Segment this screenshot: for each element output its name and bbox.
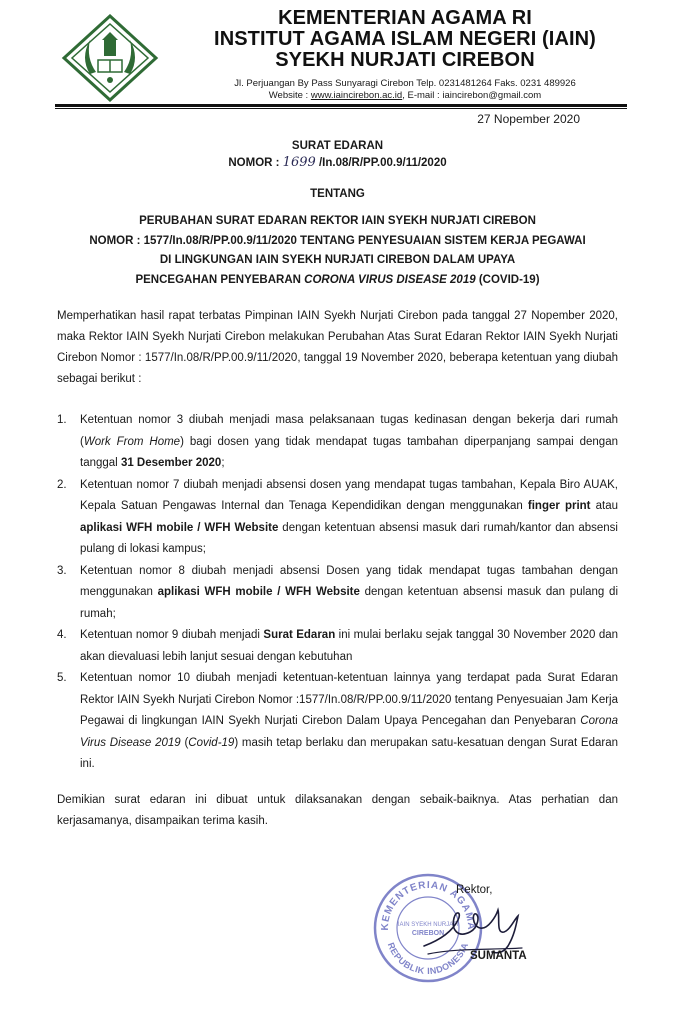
item-text-bold: Surat Edaran	[263, 629, 336, 641]
item-text: dengan ketentuan absensi masuk dan pulang di rumah;	[80, 586, 618, 620]
subject-part: PENCEGAHAN PENYEBARAN	[135, 273, 305, 286]
item-text: ) bagi dosen yang tidak mendapat tugas tambahan diperpanjang sampai dengan tanggal	[80, 435, 618, 469]
email-link[interactable]: iaincirebon@gmail.com	[442, 90, 542, 101]
item-number: 2.	[57, 478, 67, 491]
subject-line-4	[0, 271, 675, 291]
nomor-suffix: /In.08/R/PP.00.9/11/2020	[315, 157, 447, 169]
document-number	[0, 155, 675, 170]
item-number: 1.	[57, 414, 67, 426]
item-number: 5.	[57, 672, 67, 684]
signer-title: Rektor,	[456, 884, 493, 896]
provisions-list	[57, 410, 618, 776]
website-link[interactable]: www.iaincirebon.ac.id	[310, 90, 403, 101]
subject-line-2: NOMOR : 1577/In.08/R/PP.00.9/11/2020 TENTANG PENYESUAIAN SISTEM KERJA PEGAWAI	[89, 234, 586, 247]
item-text-bold: 31 Desember 2020	[120, 457, 222, 469]
institute-subname: SYEKH NURJATI CIREBON	[275, 49, 535, 71]
item-text-italic: Covid-19	[188, 736, 235, 749]
list-item	[57, 561, 618, 626]
closing-paragraph: Demikian surat edaran ini dibuat untuk dilaksanakan dengan sebaik-baiknya. Atas perhatian dan kerjasamanya, disampaikan terima kasih.	[57, 794, 618, 827]
stamp-center-text: CIREBON	[411, 930, 445, 937]
stamp-top-text: KEMENTERIAN AGAMA	[379, 879, 477, 931]
item-text-bold: aplikasi WFH mobile / WFH Website	[80, 521, 279, 534]
subject-part: (COVID-19)	[475, 273, 540, 286]
iain-logo-icon	[60, 14, 160, 102]
institute-name: INSTITUT AGAMA ISLAM NEGERI (IAIN)	[214, 28, 596, 50]
subject-line-1: PERUBAHAN SURAT EDARAN REKTOR IAIN SYEKH NURJATI CIREBON	[139, 215, 536, 227]
header-rule-thick	[55, 104, 627, 107]
item-text: ) masih tetap berlaku dan merupakan satu-kesatuan dengan Surat Edaran ini.	[80, 736, 619, 770]
letter-date: 27 Nopember 2020	[477, 112, 580, 126]
stamp-center-text: IAIN SYEKH NURJATI	[397, 922, 459, 928]
address: Jl. Perjuangan By Pass Sunyaragi Cirebon Telp. 0231481264 Faks. 0231 489926	[234, 78, 576, 89]
item-text-italic: Work From Home	[83, 435, 181, 448]
item-text: ;	[221, 457, 225, 469]
nomor-label: NOMOR :	[228, 157, 283, 169]
item-text: Ketentuan nomor 10 diubah menjadi ketentuan-ketentuan lainnya yang terdapat pada Surat Edaran Rektor IAIN Syekh Nurjati Cirebon Nomor :1577/In.08/R/PP.00.9/11/2020 tentang Penyesuaian Jam Kerja Pegawai di lingkungan IAIN Syekh Nurjati Cirebon Dalam Upaya Pencegahan dan Penyebaran	[80, 672, 618, 727]
subject-line-3: DI LINGKUNGAN IAIN SYEKH NURJATI CIREBON DALAM UPAYA	[159, 254, 516, 266]
item-text: Ketentuan nomor 8 diubah menjadi absensi Dosen yang tidak mendapat tugas tambahan dengan menggunakan	[80, 564, 618, 598]
signer-name: SUMANTA	[470, 950, 527, 962]
item-text-italic: Corona Virus Disease 2019	[80, 715, 618, 749]
intro-paragraph: Memperhatikan hasil rapat terbatas Pimpinan IAIN Syekh Nurjati Cirebon pada tanggal 27 Nopember 2020, maka Rektor IAIN Syekh Nurjati Cirebon melakukan Perubahan Atas Surat Edaran Rektor IAIN Syekh Nurjati Cirebon Nomor : 1577/In.08/R/PP.00.9/11/2020, tanggal 19 November 2020, beberapa ketentuan yang diubah sebagai berikut :	[57, 310, 618, 385]
list-item	[57, 475, 618, 561]
item-text-bold: aplikasi WFH mobile / WFH Website	[157, 586, 360, 598]
handwritten-number: 1699	[282, 155, 316, 170]
stamp-bottom-text: REPUBLIK INDONESIA	[385, 941, 471, 977]
contact-line	[165, 90, 645, 102]
item-text: ini mulai berlaku sejak tanggal 30 November 2020 dan akan dievaluasi lebih lanjut sesuai dengan kebutuhan	[80, 629, 619, 663]
website-label: Website :	[268, 90, 311, 101]
ministry-name: KEMENTERIAN AGAMA RI	[278, 7, 532, 29]
item-text: Ketentuan nomor 9 diubah menjadi	[80, 629, 264, 641]
header-rule-thin	[55, 108, 627, 109]
item-number: 3.	[57, 564, 67, 577]
item-number: 4.	[57, 629, 67, 641]
list-item	[57, 410, 618, 475]
list-item	[57, 625, 618, 668]
tentang-heading: TENTANG	[310, 188, 365, 200]
email-label: , E-mail :	[402, 90, 443, 101]
item-text: Ketentuan nomor 7 diubah menjadi absensi dosen yang mendapat tugas tambahan, Kepala Biro AUAK, Kepala Satuan Pengawas Internal dan Tenaga Kependidikan dengan menggunakan	[80, 478, 618, 512]
item-text: atau	[590, 500, 618, 512]
item-text: Ketentuan nomor 3 diubah menjadi masa pelaksanaan tugas kedinasan dengan bekerja dari rumah (	[80, 414, 618, 448]
subject-part-italic: CORONA VIRUS DISEASE 2019	[304, 273, 476, 286]
list-item	[57, 668, 618, 776]
item-text: (	[180, 736, 189, 749]
item-text: dengan ketentuan absensi masuk dari rumah/kantor dan absensi pulang di lokasi kampus;	[80, 521, 618, 555]
subject-block	[0, 212, 675, 290]
item-text-bold: finger print	[527, 500, 591, 512]
document-type: SURAT EDARAN	[291, 140, 384, 152]
letterhead	[165, 8, 645, 102]
